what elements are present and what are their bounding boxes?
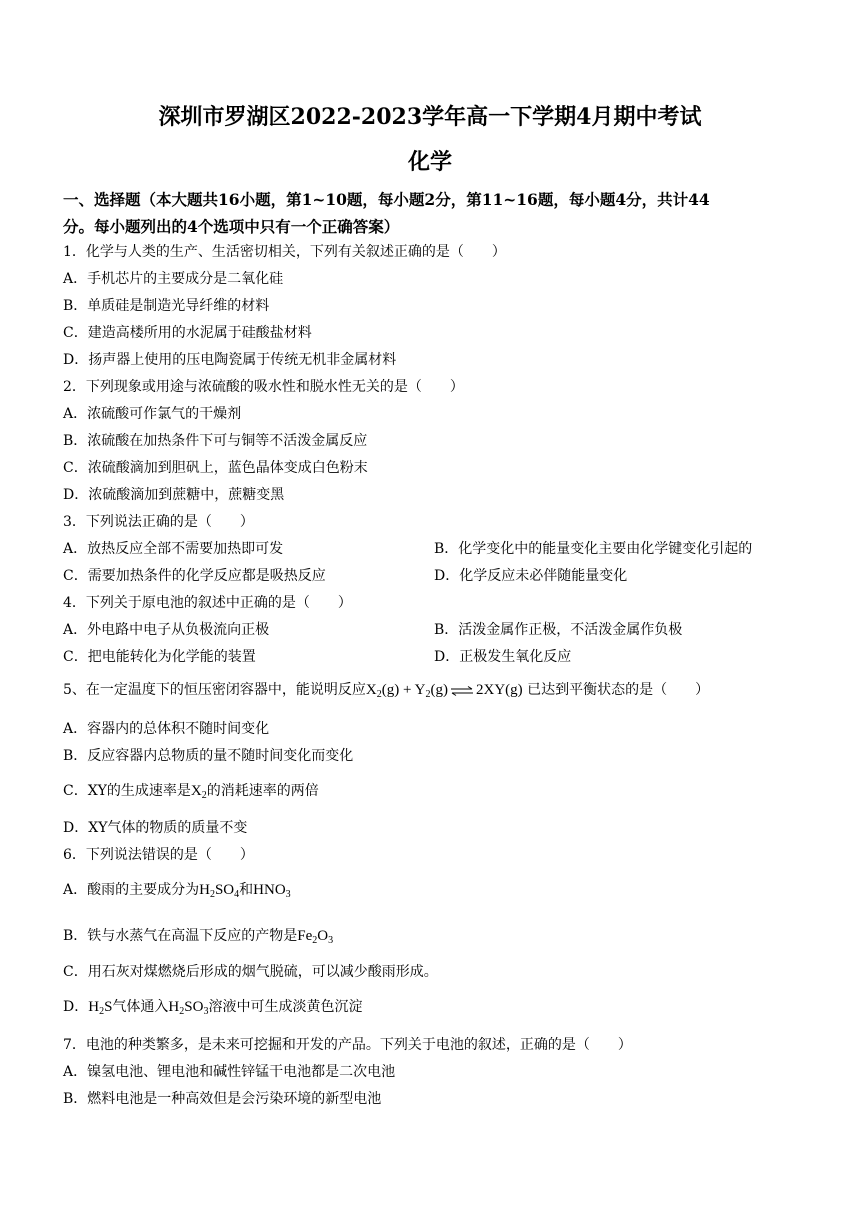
q2-option-b: B．浓硫酸在加热条件下可与铜等不活泼金属反应	[63, 433, 368, 449]
q3-option-a: A．放热反应全部不需要加热即可发	[63, 541, 284, 557]
q4-option-b: B．活泼金属作正极，不活泼金属作负极	[434, 622, 683, 638]
q4-option-a: A．外电路中电子从负极流向正极	[63, 622, 270, 638]
reaction-equation: $X_2(g) + Y_2(g)$ 2XY(g)	[365, 682, 523, 700]
q2-stem: 2．下列现象或用途与浓硫酸的吸水性和脱水性无关的是（ ）	[63, 379, 464, 395]
q3-option-c: C．需要加热条件的化学反应都是吸热反应	[63, 568, 326, 584]
q1-option-d: D．扬声器上使用的压电陶瓷属于传统无机非金属材料	[63, 352, 397, 368]
q2-option-c: C．浓硫酸滴加到胆矾上，蓝色晶体变成白色粉末	[63, 460, 368, 476]
q2-option-d: D．浓硫酸滴加到蔗糖中，蔗糖变黑	[63, 487, 285, 503]
q7-stem: 7．电池的种类繁多，是未来可挖掘和开发的产品。下列关于电池的叙述，正确的是（ ）	[63, 1037, 632, 1053]
q5-option-a: A．容器内的总体积不随时间变化	[63, 721, 270, 737]
q7-option-b: B．燃料电池是一种高效但是会污染环境的新型电池	[63, 1091, 382, 1107]
q2-option-a: A．浓硫酸可作氯气的干燥剂	[63, 406, 242, 422]
q6-option-a: A．酸雨的主要成分为$H_2SO_4$和$HNO_3$	[63, 882, 291, 900]
q3-stem: 3．下列说法正确的是（ ）	[63, 514, 254, 530]
q5-stem-post: 已达到平衡状态的是（ ）	[527, 682, 710, 698]
q1-option-a: A．手机芯片的主要成分是二氧化硅	[63, 271, 284, 287]
q3-option-b: B．化学变化中的能量变化主要由化学键变化引起的	[434, 541, 753, 557]
q6-option-b: B．铁与水蒸气在高温下反应的产物是$Fe_2O_3$	[63, 928, 334, 946]
q5-stem	[63, 680, 709, 700]
q4-stem: 4．下列关于原电池的叙述中正确的是（ ）	[63, 595, 352, 611]
q4-option-d: D．正极发生氧化反应	[434, 649, 572, 665]
q5-stem-pre: 5、在一定温度下的恒压密闭容器中，能说明反应	[63, 682, 366, 698]
q6-stem: 6．下列说法错误的是（ ）	[63, 847, 254, 863]
q6-option-c: C．用石灰对煤燃烧后形成的烟气脱硫，可以减少酸雨形成。	[63, 964, 438, 980]
q5-option-d: D．XY气体的物质的质量不变	[63, 820, 248, 836]
section-heading-line1: 一、选择题（本大题共16小题，第1~10题，每小题2分，第11~16题，每小题4分，共计44	[63, 190, 710, 209]
q1-option-b: B．单质硅是制造光导纤维的材料	[63, 298, 270, 314]
q1-option-c: C．建造高楼所用的水泥属于硅酸盐材料	[63, 325, 312, 341]
q5-option-c: C．XY的生成速率是$X_2$的消耗速率的两倍	[63, 783, 319, 801]
section-heading-line2: 分。每小题列出的4个选项中只有一个正确答案）	[63, 217, 400, 236]
q5-option-b: B．反应容器内总物质的量不随时间变化而变化	[63, 748, 354, 764]
exam-title: 深圳市罗湖区2022-2023学年高一下学期4月期中考试	[158, 104, 702, 130]
q6-option-d: D．$H_2S$气体通入$H_2SO_3$溶液中可生成淡黄色沉淀	[63, 999, 363, 1017]
q3-option-d: D．化学反应未必伴随能量变化	[434, 568, 628, 584]
q1-stem: 1．化学与人类的生产、生活密切相关，下列有关叙述正确的是（ ）	[63, 244, 506, 260]
exam-subject: 化学	[407, 149, 452, 175]
q4-option-c: C．把电能转化为化学能的装置	[63, 649, 256, 665]
equilibrium-arrow-icon	[450, 686, 474, 696]
q7-option-a: A．镍氢电池、锂电池和碱性锌锰干电池都是二次电池	[63, 1064, 396, 1080]
